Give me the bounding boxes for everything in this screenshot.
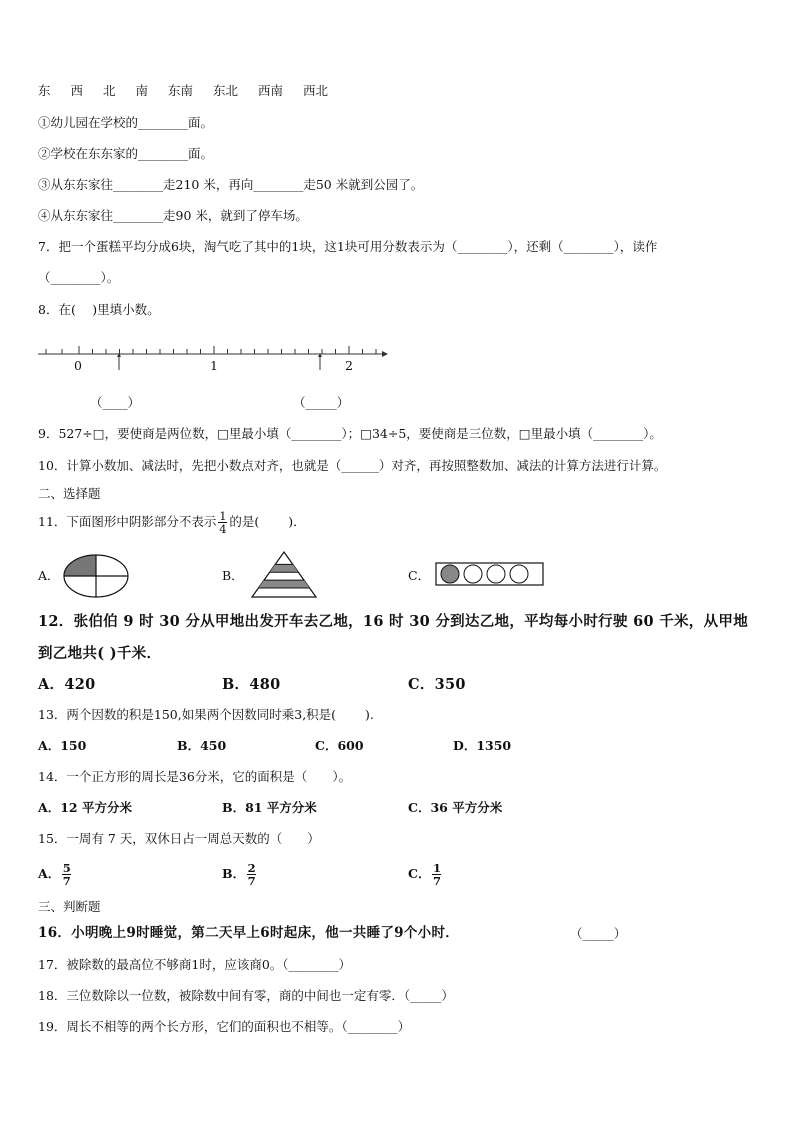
section-3-title: 三、判断题	[38, 899, 101, 914]
q6-item-1: ①幼儿园在学校的________面。	[38, 115, 214, 130]
tick-label-0: 0	[74, 358, 82, 373]
q13-option-d: D．1350	[453, 738, 512, 753]
q17-text: 17．被除数的最高位不够商1时，应该商0。（________）	[38, 957, 352, 972]
q13-option-a: A．150	[38, 738, 87, 753]
q8-blank-left: （____）	[90, 395, 141, 410]
q11-option-c-label: C．	[408, 568, 431, 583]
q13-text: 13．两个因数的积是150,如果两个因数同时乘3,积是( ).	[38, 707, 374, 722]
option-label: B．	[222, 866, 246, 881]
q12-option-c: C．350	[408, 676, 466, 693]
section-2-title: 二、选择题	[38, 486, 101, 501]
q18-text: 18．三位数除以一位数，被除数中间有零，商的中间也一定有零．（_____）	[38, 988, 454, 1003]
direction-word: 西南	[258, 83, 284, 98]
q10-text: 10．计算小数加、减法时，先把小数点对齐，也就是（______）对齐，再按照整数加、减法的计算方法进行计算。	[38, 458, 667, 473]
q14-text: 14．一个正方形的周长是36分米，它的面积是（ ）。	[38, 769, 352, 784]
q8-text: 8．在( )里填小数。	[38, 302, 160, 317]
q12-line-2: 到乙地共( )千米．	[38, 645, 162, 662]
tick-label-2: 2	[345, 358, 353, 373]
option-label: A．	[38, 866, 61, 881]
q12-line-1: 12．张伯伯 9 时 30 分从甲地出发开车去乙地，16 时 30 分到达乙地，平均每小时行驶 60 千米，从甲地	[38, 613, 749, 630]
direction-word: 西	[70, 83, 84, 98]
q16-text: 16．小明晚上9时睡觉，第二天早上6时起床，他一共睡了9个小时．	[38, 925, 460, 941]
fraction-numerator: 1	[432, 861, 441, 875]
direction-word: 北	[103, 83, 116, 98]
direction-word: 西北	[303, 83, 329, 98]
q11-text	[38, 510, 306, 535]
option-label: C．	[408, 866, 431, 881]
direction-word: 东	[38, 83, 51, 98]
q19-text: 19．周长不相等的两个长方形，它们的面积也不相等。（________）	[38, 1019, 411, 1034]
q13-option-c: C．600	[315, 738, 364, 753]
fraction-denominator: 7	[247, 874, 256, 888]
q14-option-b: B．81 平方分米	[222, 800, 317, 815]
fraction-numerator: 2	[247, 861, 256, 875]
direction-word: 东北	[213, 83, 239, 98]
direction-word: 南	[135, 83, 149, 98]
direction-word-bank	[38, 82, 344, 100]
q12-option-b: B．480	[222, 676, 281, 693]
q6-item-3: ③从东东家往________走210 米，再向________走50 米就到公园了。	[38, 177, 424, 192]
q13-option-b: B．450	[177, 738, 227, 753]
q11-option-a-label: A．	[38, 568, 60, 583]
q11-fraction	[218, 510, 227, 535]
fraction-numerator: 1	[219, 509, 227, 523]
q11-option-b-label: B．	[222, 568, 244, 583]
q15-option-b	[222, 862, 258, 887]
fraction-denominator: 7	[62, 874, 71, 888]
q15-option-a	[38, 862, 73, 887]
striped-triangle-figure	[250, 550, 318, 600]
four-circles-figure	[435, 562, 545, 586]
q7-line-2: （________）。	[38, 270, 120, 285]
q16-blank: （_____）	[570, 926, 627, 941]
q6-item-4: ④从东东家往________走90 米，就到了停车场。	[38, 208, 308, 223]
q6-item-2: ②学校在东东家的________面。	[38, 146, 214, 161]
q15-text: 15．一周有 7 天，双休日占一周总天数的（ ）	[38, 831, 320, 846]
tick-label-1: 1	[210, 358, 218, 373]
q14-option-a: A．12 平方分米	[38, 800, 132, 815]
direction-word: 东南	[168, 83, 194, 98]
q8-blank-right: （_____）	[293, 395, 350, 410]
q11-prefix: 11．下面图形中阴影部分不表示	[38, 514, 217, 529]
circle-quarters-figure	[63, 553, 131, 599]
q11-suffix: 的是( )．	[229, 514, 306, 529]
fraction-numerator: 5	[62, 861, 71, 875]
q7-line-1: 7．把一个蛋糕平均分成6块，淘气吃了其中的1块，这1块可用分数表示为（________），还剩（________），读作	[38, 239, 658, 254]
q15-option-c	[408, 862, 443, 887]
fraction-denominator: 4	[219, 522, 227, 536]
q9-text: 9．527÷□，要使商是两位数，□里最小填（________）；□34÷5，要使商是三位数，□里最小填（________）。	[38, 426, 662, 441]
q14-option-c: C．36 平方分米	[408, 800, 503, 815]
q12-option-a: A．420	[38, 676, 96, 693]
fraction-denominator: 7	[432, 874, 441, 888]
